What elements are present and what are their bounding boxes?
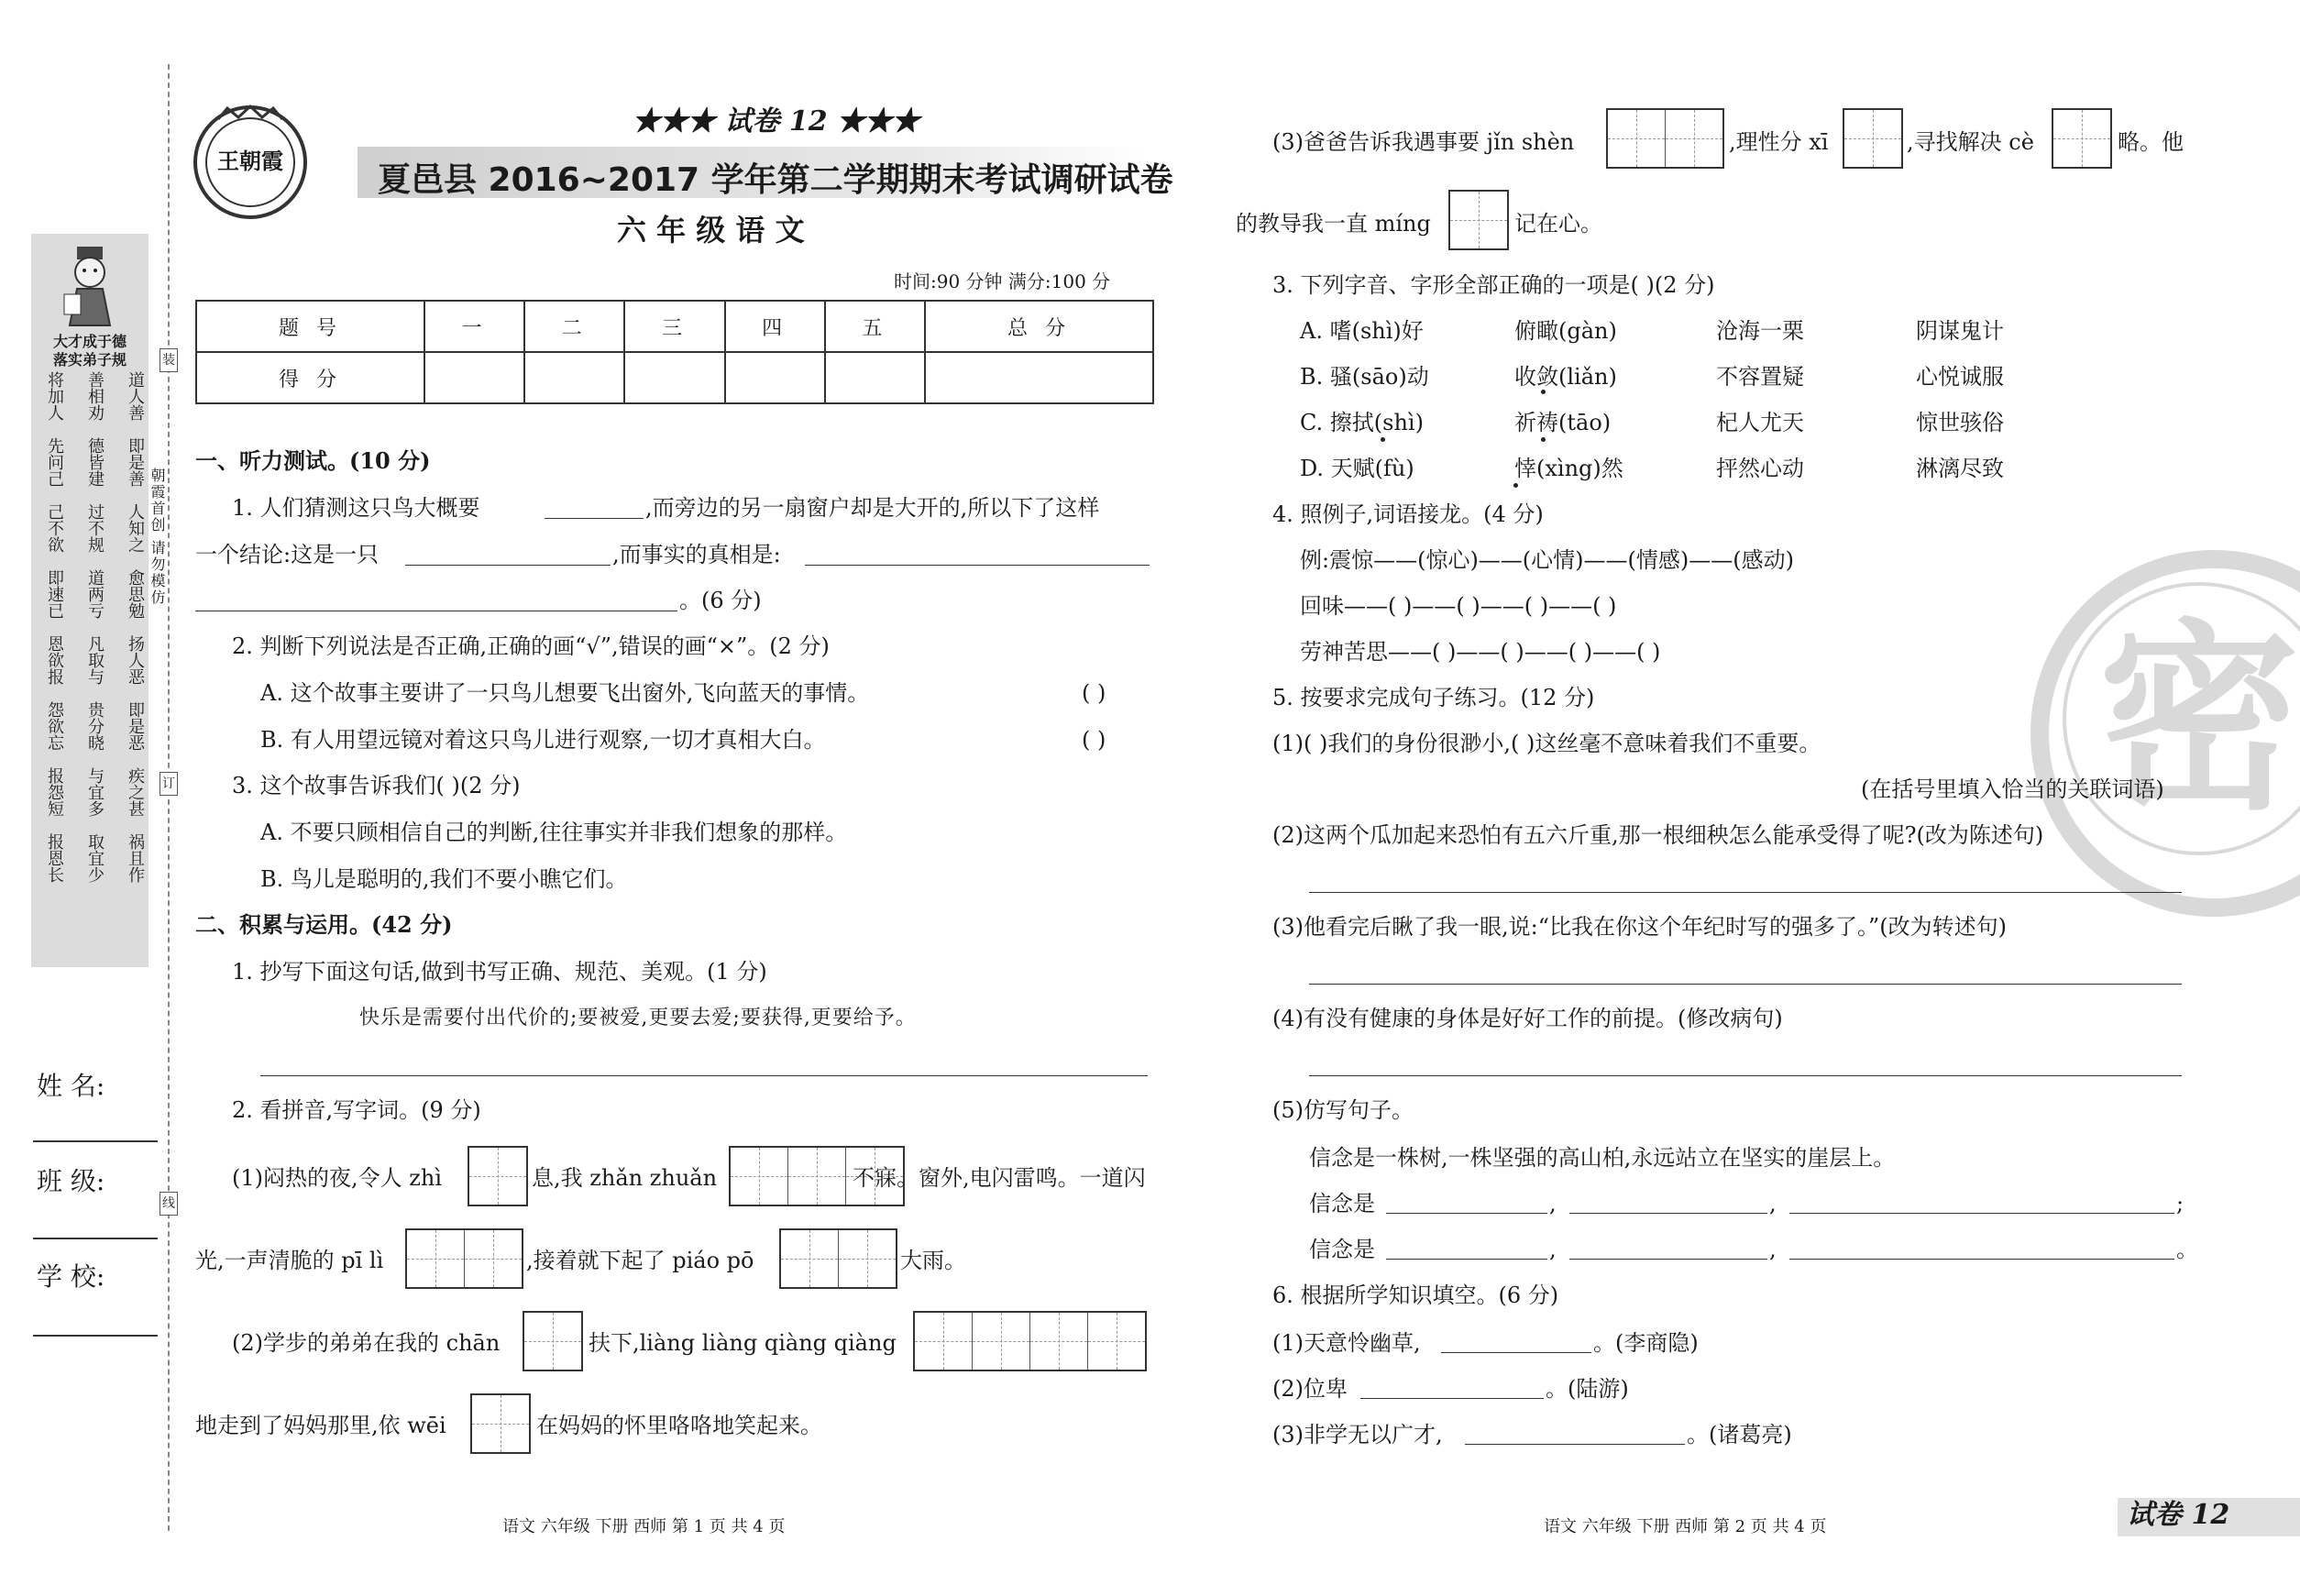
proverb: 人知之 过不规 己不欲 <box>45 503 145 553</box>
confidential-seal-char: 密 <box>2063 582 2300 855</box>
emphasis-dot <box>1513 483 1518 488</box>
option-cell: D. 天赋(fù) <box>1300 456 1414 481</box>
table-cell: 题 号 <box>196 301 424 352</box>
writing-grid[interactable] <box>1606 108 1724 169</box>
fold-mark: 订 <box>160 772 178 796</box>
class-label: 班 级: <box>37 1166 105 1196</box>
r-q4-example: 例:震惊——(惊心)——(心情)——(情感)——(感动) <box>1300 547 1794 573</box>
r-line1-b: ,理性分 xī <box>1729 129 1829 155</box>
q1-text-e: 。(6 分) <box>679 588 762 613</box>
writing-grid[interactable] <box>779 1228 897 1289</box>
writing-grid[interactable] <box>2052 108 2112 169</box>
table-cell: 四 <box>725 301 825 352</box>
cartoon-scholar-icon <box>57 243 123 327</box>
r-line1-d: 略。他 <box>2118 129 2184 155</box>
answer-blank[interactable] <box>1386 1258 1547 1260</box>
q3-option-b: B. 鸟儿是聪明的,我们不要小瞧它们。 <box>260 866 628 892</box>
table-cell: 一 <box>424 301 524 352</box>
p2-line1-b: 息,我 zhǎn zhuǎn <box>532 1165 718 1191</box>
option-cell: 不容置疑 <box>1716 364 1804 390</box>
r-q5-1-note: (在括号里填入恰当的关联词语) <box>1861 776 2164 802</box>
proverb: 疾之甚 与宜多 报怨短 <box>45 767 145 817</box>
p2-line2-a: 光,一声清脆的 pī lì <box>195 1248 384 1273</box>
answer-blank[interactable] <box>1386 1212 1547 1214</box>
footer-left: 语文 六年级 下册 西师 第 1 页 共 4 页 <box>502 1517 786 1536</box>
answer-blank[interactable] <box>1441 1351 1591 1353</box>
punct: , <box>1549 1191 1557 1216</box>
option-cell: 沧海一栗 <box>1716 318 1804 344</box>
answer-blank[interactable] <box>1569 1212 1767 1214</box>
score-cell[interactable] <box>424 352 524 403</box>
q1-text-d: ,而事实的真相是: <box>612 542 781 567</box>
table-cell: 二 <box>524 301 624 352</box>
r-q4-b[interactable]: 劳神苦思——( )——( )——( )——( ) <box>1300 639 1661 665</box>
r-q6-text: 6. 根据所学知识填空。(6 分) <box>1272 1282 1559 1308</box>
answer-blank[interactable] <box>1360 1397 1544 1399</box>
score-cell[interactable] <box>725 352 825 403</box>
fold-note: 朝霞首创 请勿模仿 <box>149 468 166 607</box>
q2-option-b: B. 有人用望远镜对着这只鸟儿进行观察,一切才真相大白。 <box>260 727 826 753</box>
q2-text: 2. 判断下列说法是否正确,正确的画“√”,错误的画“×”。(2 分) <box>232 633 830 659</box>
fold-mark: 装 <box>160 348 178 372</box>
p2-line3-b: 扶下,liàng liàng qiàng qiàng <box>589 1330 897 1356</box>
option-cell: 俯瞰(gàn) <box>1514 318 1617 344</box>
r-q6-1b: 。(李商隐) <box>1593 1330 1699 1356</box>
table-cell: 五 <box>825 301 925 352</box>
proverb: 即是恶 贵分晓 怨欲忘 <box>45 701 145 751</box>
option-cell: 悻(xìng)然 <box>1514 456 1623 481</box>
r-line2-b: 记在心。 <box>1514 211 1602 237</box>
answer-blank[interactable] <box>195 610 677 611</box>
r-q5-text: 5. 按要求完成句子练习。(12 分) <box>1272 685 1595 710</box>
answer-paren[interactable]: ( ) <box>1082 680 1106 706</box>
r-q6-1a: (1)天意怜幽草, <box>1272 1330 1421 1356</box>
r-q3-text: 3. 下列字音、字形全部正确的一项是( )(2 分) <box>1272 272 1715 298</box>
option-cell: 惊世骇俗 <box>1916 410 2004 435</box>
logo-badge <box>191 103 310 222</box>
writing-grid[interactable] <box>470 1393 531 1454</box>
r-q5-4: (4)有没有健康的身体是好好工作的前提。(修改病句) <box>1272 1006 1783 1031</box>
school-label: 学 校: <box>37 1261 105 1292</box>
option-cell: 心悦诚服 <box>1916 364 2004 390</box>
r-q6-3a: (3)非学无以广才, <box>1272 1422 1443 1447</box>
writing-grid[interactable] <box>468 1146 528 1206</box>
p2-line1-a: (1)闷热的夜,令人 zhì <box>232 1165 443 1191</box>
answer-blank[interactable] <box>1569 1258 1767 1260</box>
sidebar-motto: 大才成于德 落实弟子规 <box>52 333 127 369</box>
name-label: 姓 名: <box>37 1071 105 1101</box>
writing-grid[interactable] <box>1843 108 1903 169</box>
answer-line[interactable] <box>1309 891 2182 893</box>
score-cell[interactable] <box>925 352 1153 403</box>
q1-text-c: 一个结论:这是一只 <box>195 542 380 567</box>
q2-option-a: A. 这个故事主要讲了一只鸟儿想要飞出窗外,飞向蓝天的事情。 <box>260 680 870 706</box>
q3-option-a: A. 不要只顾相信自己的判断,往往事实并非我们想象的那样。 <box>260 820 848 845</box>
score-table <box>195 300 1154 404</box>
p2-line4-a: 地走到了妈妈那里,依 wēi <box>195 1413 446 1438</box>
time-info: 时间:90 分钟 满分:100 分 <box>894 270 1111 292</box>
answer-blank[interactable] <box>805 564 1150 566</box>
proverb: 扬人恶 凡取与 恩欲报 <box>45 635 145 685</box>
r-q6-2b: 。(陆游) <box>1546 1376 1629 1402</box>
exam-title: 夏邑县 2016~2017 学年第二学期期末考试调研试卷 <box>378 161 1173 199</box>
copy-sentence: 快乐是需要付出代价的;要被爱,更要去爱;要获得,更要给予。 <box>359 1007 917 1029</box>
punct: 。 <box>2176 1237 2198 1262</box>
answer-line[interactable] <box>1309 983 2182 985</box>
class-field[interactable] <box>33 1238 158 1239</box>
fold-mark: 线 <box>160 1192 178 1216</box>
q1-text-b: ,而旁边的另一扇窗户却是大开的,所以下了这样 <box>645 495 1100 521</box>
emphasis-dot <box>1381 437 1385 442</box>
r-q5-3: (3)他看完后瞅了我一眼,说:“比我在你这个年纪时写的强多了。”(改为转述句) <box>1272 914 2007 940</box>
sidebar-panel <box>31 234 149 967</box>
logo-text: 王朝霞 <box>217 148 283 174</box>
option-cell: 阴谋鬼计 <box>1916 318 2004 344</box>
p2-line2-c: 大雨。 <box>900 1248 966 1273</box>
option-cell: A. 嗜(shì)好 <box>1300 318 1424 344</box>
r-q5-2: (2)这两个瓜加起来恐怕有五六斤重,那一根细秧怎么能承受得了呢?(改为陈述句) <box>1272 822 2044 848</box>
p2-line3-a: (2)学步的弟弟在我的 chān <box>232 1330 501 1356</box>
copy-line[interactable] <box>260 1074 1148 1076</box>
proverb-list <box>44 371 145 883</box>
score-cell[interactable] <box>825 352 925 403</box>
writing-grid[interactable] <box>405 1228 523 1289</box>
score-cell[interactable] <box>624 352 724 403</box>
r-q5-5-prompt: 信念是 <box>1309 1237 1375 1262</box>
punct: , <box>1549 1237 1557 1262</box>
section-2-title: 二、积累与运用。(42 分) <box>195 911 453 938</box>
answer-blank[interactable] <box>1789 1258 2174 1260</box>
option-cell: 抨然心动 <box>1716 456 1804 481</box>
r-q5-5: (5)仿写句子。 <box>1272 1097 1414 1123</box>
proverb: 愈思勉 道两亏 即速已 <box>45 569 145 619</box>
option-cell: 收敛(liǎn) <box>1514 364 1617 390</box>
r-q6-3b: 。(诸葛亮) <box>1687 1422 1792 1447</box>
option-cell: C. 擦拭(shì) <box>1300 410 1424 435</box>
option-cell: 祈祷(tāo) <box>1514 410 1612 435</box>
p2-text: 2. 看拼音,写字词。(9 分) <box>232 1097 481 1123</box>
option-cell: 杞人尤天 <box>1716 410 1804 435</box>
option-cell: 淋漓尽致 <box>1916 456 2004 481</box>
option-cell: B. 骚(sāo)动 <box>1300 364 1429 390</box>
punct: , <box>1769 1191 1777 1216</box>
emphasis-dot <box>1541 437 1546 442</box>
q3-text: 3. 这个故事告诉我们( )(2 分) <box>232 773 521 798</box>
answer-blank[interactable] <box>545 517 644 519</box>
answer-blank[interactable] <box>1789 1212 2174 1214</box>
r-q5-5-prompt: 信念是 <box>1309 1191 1375 1216</box>
r-line2-a: 的教导我一直 míng <box>1236 211 1431 237</box>
answer-line[interactable] <box>1309 1074 2182 1076</box>
q1-text-a: 1. 人们猜测这只鸟大概要 <box>232 495 480 521</box>
punct: ; <box>2176 1191 2184 1216</box>
binding-fold-line <box>168 64 170 1531</box>
section-1-title: 一、听力测试。(10 分) <box>195 447 431 474</box>
writing-grid[interactable] <box>523 1311 583 1371</box>
r-q5-5-sentence: 信念是一株树,一株坚强的高山柏,永远站立在坚实的崖层上。 <box>1309 1145 1896 1171</box>
emphasis-dot <box>1541 390 1546 394</box>
table-row <box>196 352 1153 403</box>
p2-line4-b: 在妈妈的怀里咯咯地笑起来。 <box>536 1413 822 1438</box>
r-q4-a[interactable]: 回味——( )——( )——( )——( ) <box>1300 593 1617 619</box>
answer-blank[interactable] <box>405 564 611 566</box>
r-q4-text: 4. 照例子,词语接龙。(4 分) <box>1272 501 1544 527</box>
p2-line1-c: 不寐。窗外,电闪雷鸣。一道闪 <box>853 1165 1146 1191</box>
footer-badge: 试卷 12 <box>2127 1499 2230 1531</box>
r-line1-a: (3)爸爸告诉我遇事要 jǐn shèn <box>1272 129 1575 155</box>
punct: , <box>1769 1237 1777 1262</box>
score-cell[interactable] <box>524 352 624 403</box>
name-field[interactable] <box>33 1140 158 1142</box>
p2-line2-b: ,接着就下起了 piáo pō <box>526 1248 754 1273</box>
school-field[interactable] <box>33 1335 158 1337</box>
table-cell: 总 分 <box>925 301 1153 352</box>
footer-right: 语文 六年级 下册 西师 第 2 页 共 4 页 <box>1544 1517 1827 1536</box>
p1-text: 1. 抄写下面这句话,做到书写正确、规范、美观。(1 分) <box>232 959 767 985</box>
subject-title: 六 年 级 语 文 <box>617 213 805 248</box>
answer-paren[interactable]: ( ) <box>1082 727 1106 753</box>
table-row <box>196 301 1153 352</box>
proverb: 即是善 德皆建 先问己 <box>45 437 145 487</box>
writing-grid[interactable] <box>1448 190 1509 250</box>
table-cell: 三 <box>624 301 724 352</box>
paper-number: ★★★ 试卷 12 ★★★ <box>633 105 920 138</box>
proverb: 道人善 善相劝 将加人 <box>45 371 145 421</box>
r-line1-c: ,寻找解决 cè <box>1907 129 2034 155</box>
table-cell: 得 分 <box>196 352 424 403</box>
r-q6-2a: (2)位卑 <box>1272 1376 1348 1402</box>
r-q5-1[interactable]: (1)( )我们的身份很渺小,( )这丝毫不意味着我们不重要。 <box>1272 731 1821 756</box>
answer-blank[interactable] <box>1465 1443 1685 1445</box>
writing-grid[interactable] <box>913 1311 1147 1371</box>
proverb: 祸且作 取宜少 报恩长 <box>45 833 145 883</box>
